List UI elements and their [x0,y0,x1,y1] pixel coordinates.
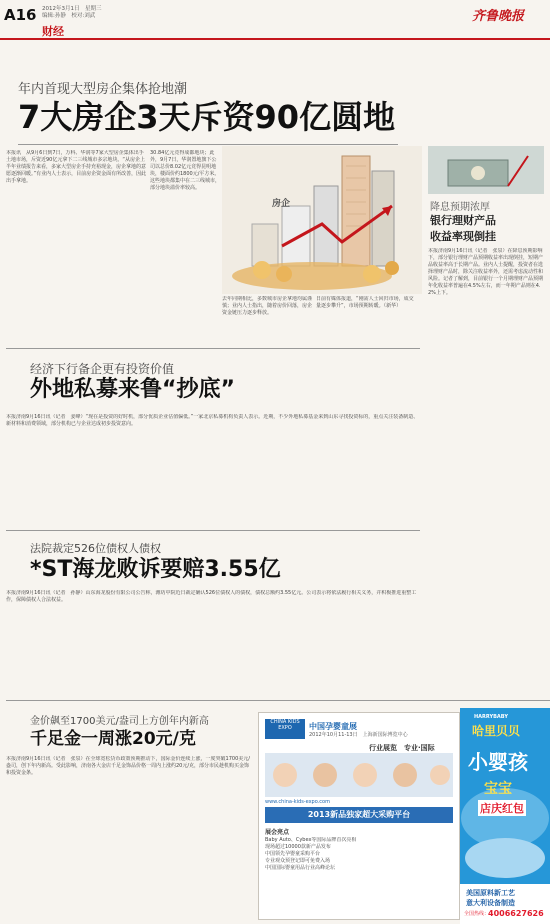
divider [6,348,420,349]
bullet-item: 中国国际婴童用品行业高峰论坛 [265,865,336,871]
hotline-number[interactable]: 4006627626 [488,909,544,918]
expo-name: 中国孕婴童展 [309,722,357,731]
story3-headline: *ST海龙败诉要赔3.55亿 [30,557,281,582]
expo-details: 2012年10月11-13日 上海新国际博览中心 [309,732,408,738]
header-rule [0,38,550,40]
masthead-logo: 齐鲁晚报 [472,9,525,24]
expo-advertisement[interactable] [258,712,460,920]
story1-kicker: 年内首现大型房企集体抢地潮 [18,82,188,97]
harrybaby-advertisement[interactable] [460,708,550,924]
illustration-label: 房企 [272,199,291,209]
story1-headline: 7大房企3天斥资90亿圆地 [18,98,396,136]
page-number: A16 [4,6,37,24]
expo-bullets [265,837,453,872]
hotline-label: 全国热线： [464,911,490,917]
sidebar1-headline-2: 收益率现倒挂 [430,230,496,243]
expo-photo-strip [265,753,453,797]
expo-highlights-title: 展会亮点 [265,829,290,836]
expo-banner: 2013新品独家超大采购平台 [265,807,453,823]
editor-line: 编辑:孙静 校对:刘武 [42,13,96,19]
story1-col2: 30.84亿元竞得成都地块；此外，9月7日，华润置地旗下公司以总价8.02亿元竞得昆明地块，楼面价约1800元/平方米。这些地块都集中在二三线城市，部分地块溢价率较高。 [150,150,220,191]
promo-title: 小婴孩 [468,750,528,774]
promo-label: 店庆红包 [480,802,524,815]
divider [18,144,398,145]
brand-logo: 哈里贝贝 [472,724,521,738]
date-line [42,6,102,20]
story2-kicker: 经济下行备企更有投资价值 [30,362,175,376]
buildings-icon [222,146,422,294]
sidebar1-kicker: 降息预期浓厚 [430,202,490,213]
company-line-2: 意大利设备制造 [466,899,515,907]
sidebar1-headline-1: 银行理财产品 [430,214,496,227]
story2-body: 本报济南9月16日讯（记者 姜峰）“现在是投资的好时机，部分优质企业估值偏低。”一家北京私募机构负责人表示。近期，不少外地私募基金来到山东寻找投资标的，重点关注装备制造、新材料和消费领域，部分机构已与企业达成初步投资意向。 [6,414,419,427]
sidebar1-body: 本报济南9月16日讯（记者 张泉）在降息预期影响下，部分银行理财产品预期收益率出现倒挂，短期产品收益率高于长期产品。业内人士提醒，投资者在选择理财产品时，除关注收益率外，还需考虑流动性和风险。记者了解到，目前银行一个月期理财产品预期年化收益率普遍在4.5%左右，而一年期产品则在4.2%上下。 [428,248,544,296]
bullet-item: Baby Auto、Cybex等国际品牌首次亮相 [265,837,357,843]
expo-badge: CHINA KIDS EXPO [265,719,305,739]
story4-kicker: 金价飙至1700美元/盎司上方创年内新高 [30,716,209,727]
baby-photos-icon [265,753,453,797]
story2-headline: 外地私募来鲁“抄底” [30,377,235,402]
expo-slogan: 行业展览 专业·国际 [369,744,435,752]
story1-col4: 日前有媒体报道，“刚需人士回归市场，成交量逐步攀升”，市场预期转暖。（新华） [316,296,414,309]
bullet-item: 中国领先孕婴童采购平台 [265,851,321,857]
story3-body: 本报济南9月16日讯（记者 孙静）山东海龙股份有限公司公告称，潍坊中院近日裁定确认526位债权人的债权，债权总额约3.55亿元。公司表示将依法履行相关义务，并积极推进重整工作，保障债权人合法权益。 [6,590,417,603]
sidebar-illustration [428,146,544,194]
divider [6,700,550,701]
section-label: 财经 [42,25,64,38]
story4-body: 本报济南9月16日讯（记者 张泉）在全球宽松货币政策预期推动下，国际金价连续上涨，一度突破1700美元/盎司，创下年内新高。受此影响，济南各大金店千足金饰品价格一周内上涨约20元/克，部分市民趁机购买金饰和投资金条。 [6,756,250,776]
expo-website[interactable]: www.china-kids-expo.com [265,799,330,805]
brand-en: HARRYBABY [474,714,508,720]
story4-headline: 千足金一周涨20元/克 [30,729,196,749]
story1-col1: 本报讯 从9月6日到7日，万科、华润等7家大型房企集体出手土地市场，斥资近90亿元拿下二三线城市多宗地块。“从房企上半年业绩报告来看，多家大型房企手持充裕现金，房企拿地的意愿逐渐回暖。”有业内人士表示，目前房企资金面有所改善，因此出手拿地。 [6,150,147,184]
bullet-item: 现场超过10000款新产品发布 [265,844,331,850]
issue-date: 2012年3月1日 星期三 [42,6,102,12]
divider [6,530,420,531]
story3-kicker: 法院裁定526位债权人债权 [30,542,161,555]
story1-illustration [222,146,422,294]
money-icon [428,146,544,194]
page-header [0,0,550,38]
bullet-item: 专业观众预登记即可免费入场 [265,858,331,864]
story1-col3: 去年同期相比，多数城市房企拿地均属谨慎；业内人士指出，随着房价回落，房企资金链压力逐步释放。 [222,296,312,316]
promo-subtitle: 宝宝 [484,781,512,797]
company-line-1: 美国原料新工艺 [466,889,515,897]
